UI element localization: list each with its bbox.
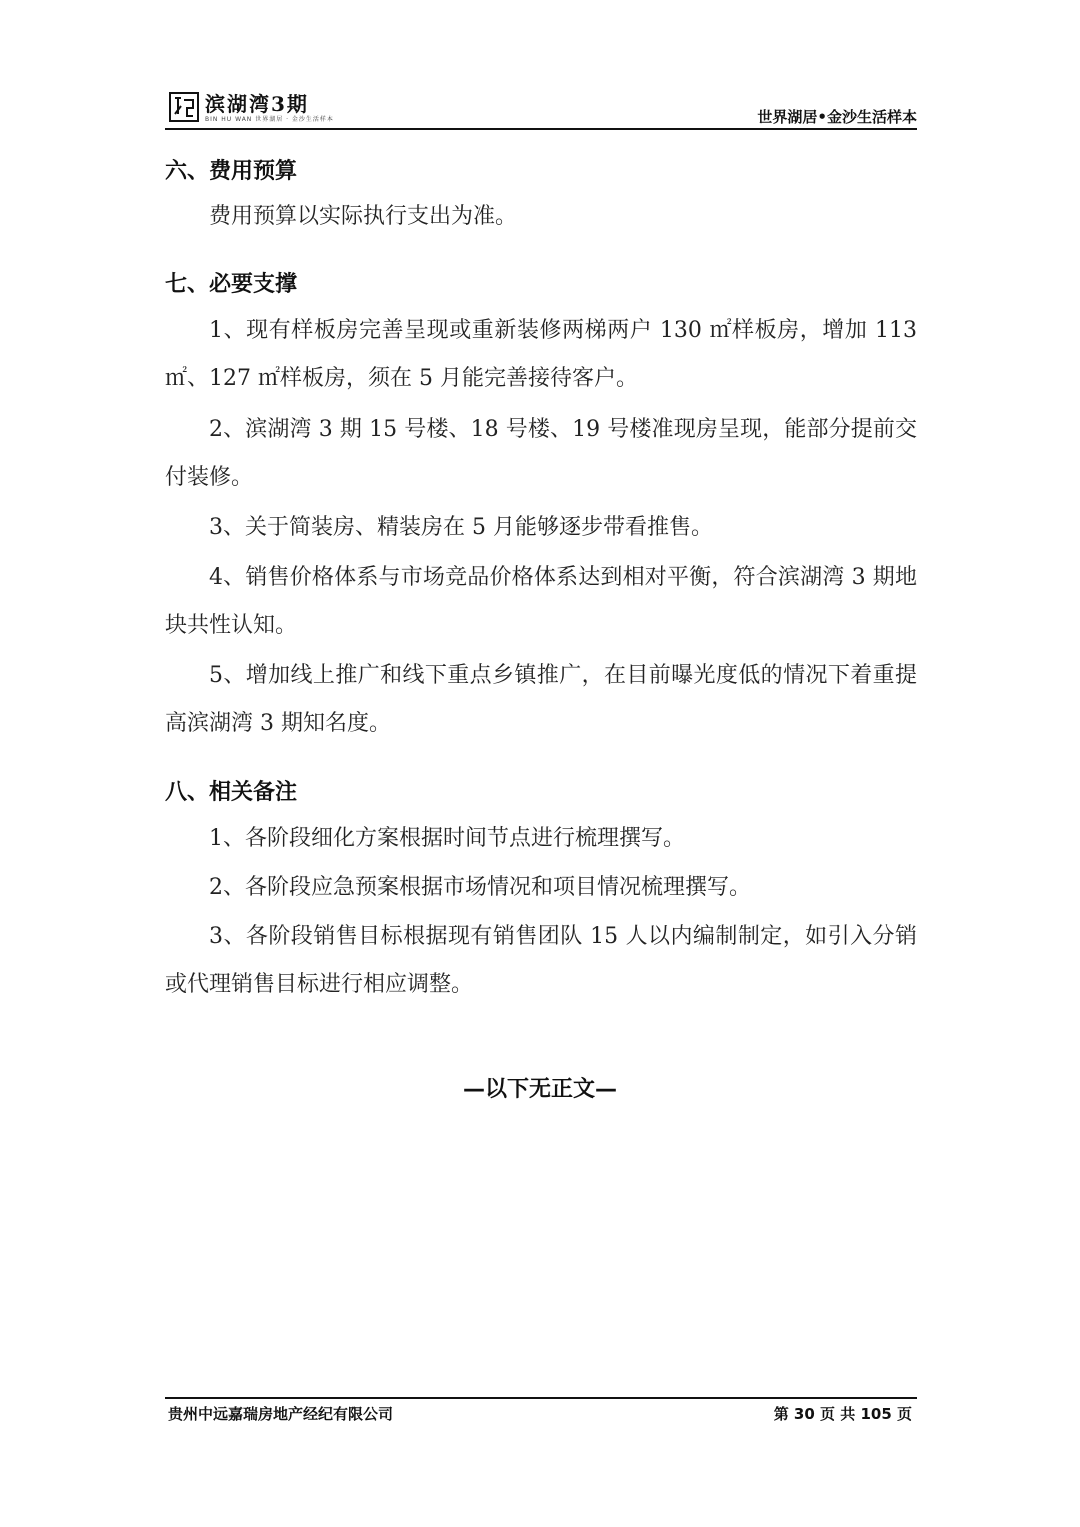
- logo-mark-icon: [169, 92, 199, 122]
- section-heading-support: 七、必要支撑: [165, 272, 298, 297]
- support-item-3: 3、关于简装房、精装房在 5 月能够逐步带看推售。: [209, 515, 713, 540]
- logo-subtext: BIN HU WAN 世界湖居 · 金沙生活样本: [205, 116, 334, 123]
- end-of-text-marker: —以下无正文—: [462, 1077, 617, 1102]
- support-item-5: 5、增加线上推广和线下重点乡镇推广，在目前曝光度低的情况下着重提高滨湖湾 3 期知名度。: [165, 663, 917, 736]
- notes-item-3: 3、各阶段销售目标根据现有销售团队 15 人以内编制制定，如引入分销或代理销售目标进行相应调整。: [165, 924, 917, 997]
- footer-page-number: 第 30 页 共 105 页: [773, 1405, 912, 1423]
- section-heading-notes: 八、相关备注: [165, 780, 298, 805]
- brand-logo: [165, 88, 334, 128]
- support-item-1: 1、现有样板房完善呈现或重新装修两梯两户 130 ㎡样板房，增加 113 ㎡、127 ㎡样板房，须在 5 月能完善接待客户。: [165, 318, 917, 391]
- budget-paragraph: 费用预算以实际执行支出为准。: [209, 204, 518, 229]
- page-header: [165, 88, 917, 128]
- header-tagline: 世界湖居•金沙生活样本: [757, 108, 917, 126]
- notes-item-2: 2、各阶段应急预案根据市场情况和项目情况梳理撰写。: [209, 875, 751, 900]
- notes-item-1: 1、各阶段细化方案根据时间节点进行梳理撰写。: [209, 826, 685, 851]
- support-item-2: 2、滨湖湾 3 期 15 号楼、18 号楼、19 号楼准现房呈现，能部分提前交付装修。: [165, 417, 917, 490]
- section-heading-budget: 六、费用预算: [165, 159, 298, 184]
- logo-text: 滨湖湾3期: [205, 92, 309, 116]
- header-divider: [165, 128, 917, 130]
- footer-divider: [165, 1397, 917, 1399]
- footer-company: 贵州中远嘉瑞房地产经纪有限公司: [168, 1405, 394, 1423]
- support-item-4: 4、销售价格体系与市场竞品价格体系达到相对平衡，符合滨湖湾 3 期地块共性认知。: [165, 565, 917, 638]
